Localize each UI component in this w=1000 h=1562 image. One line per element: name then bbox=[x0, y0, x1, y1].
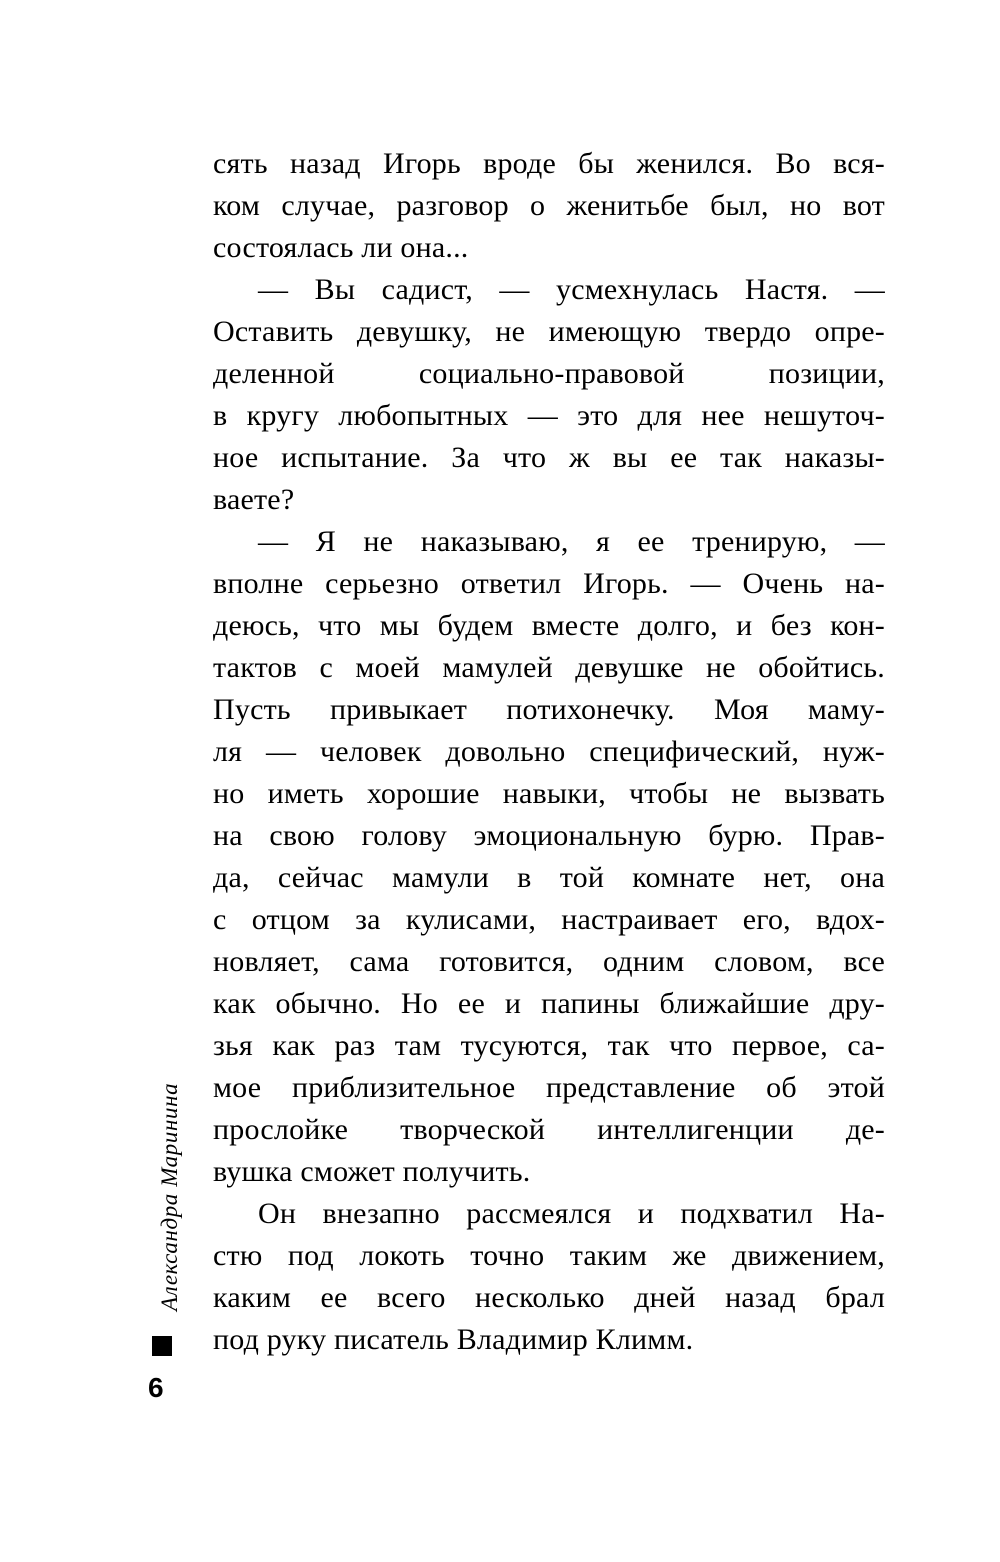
text-line: но иметь хорошие навыки, чтобы не вызвать bbox=[213, 777, 885, 810]
text-line: на свою голову эмоциональную бурю. Прав- bbox=[213, 819, 885, 852]
text-line: под руку писатель Владимир Климм. bbox=[213, 1323, 694, 1356]
text-line: зья как раз там тусуются, так что первое, са- bbox=[213, 1029, 885, 1062]
text-line: ля — человек довольно специфический, нуж- bbox=[213, 735, 885, 768]
text-line: мое приблизительное представление об этой bbox=[213, 1071, 885, 1104]
text-line: Он внезапно рассмеялся и подхватил На- bbox=[258, 1197, 885, 1230]
text-line: вушка сможет получить. bbox=[213, 1155, 531, 1188]
text-line: ваете? bbox=[213, 483, 295, 516]
page-number: 6 bbox=[148, 1372, 164, 1403]
text-line: каким ее всего несколько дней назад брал bbox=[213, 1281, 885, 1314]
text-line: да, сейчас мамули в той комнате нет, она bbox=[213, 861, 885, 894]
text-line: ное испытание. За что ж вы ее так наказы- bbox=[213, 441, 885, 474]
text-line: прослойке творческой интеллигенции де- bbox=[213, 1113, 885, 1146]
text-line: — Вы садист, — усмехнулась Настя. — bbox=[258, 273, 885, 306]
text-line: Пусть привыкает потихонечку. Моя маму- bbox=[213, 693, 885, 726]
text-line: — Я не наказываю, я ее тренирую, — bbox=[258, 525, 885, 558]
text-line: деюсь, что мы будем вместе долго, и без кон- bbox=[213, 609, 885, 642]
text-line: тактов с моей мамулей девушке не обойтись. bbox=[213, 651, 885, 684]
text-line: как обычно. Но ее и папины ближайшие дру- bbox=[213, 987, 885, 1020]
text-line: вполне серьезно ответил Игорь. — Очень на- bbox=[213, 567, 885, 600]
author-name-vertical: Александра Маринина bbox=[157, 1082, 182, 1311]
body-text-block bbox=[213, 143, 885, 1361]
text-line: новляет, сама готовится, одним словом, все bbox=[213, 945, 885, 978]
text-line: стю под локоть точно таким же движением, bbox=[213, 1239, 885, 1272]
text-line: сять назад Игорь вроде бы женился. Во вся- bbox=[213, 147, 885, 180]
text-line: с отцом за кулисами, настраивает его, вдох- bbox=[213, 903, 885, 936]
text-line: ком случае, разговор о женитьбе был, но вот bbox=[213, 189, 885, 222]
text-line: в кругу любопытных — это для нее нешуточ- bbox=[213, 399, 885, 432]
section-marker-square bbox=[152, 1336, 172, 1356]
text-line: состоялась ли она... bbox=[213, 231, 469, 264]
text-line: Оставить девушку, не имеющую твердо опре- bbox=[213, 315, 885, 348]
text-line: деленной социально-правовой позиции, bbox=[213, 357, 885, 390]
